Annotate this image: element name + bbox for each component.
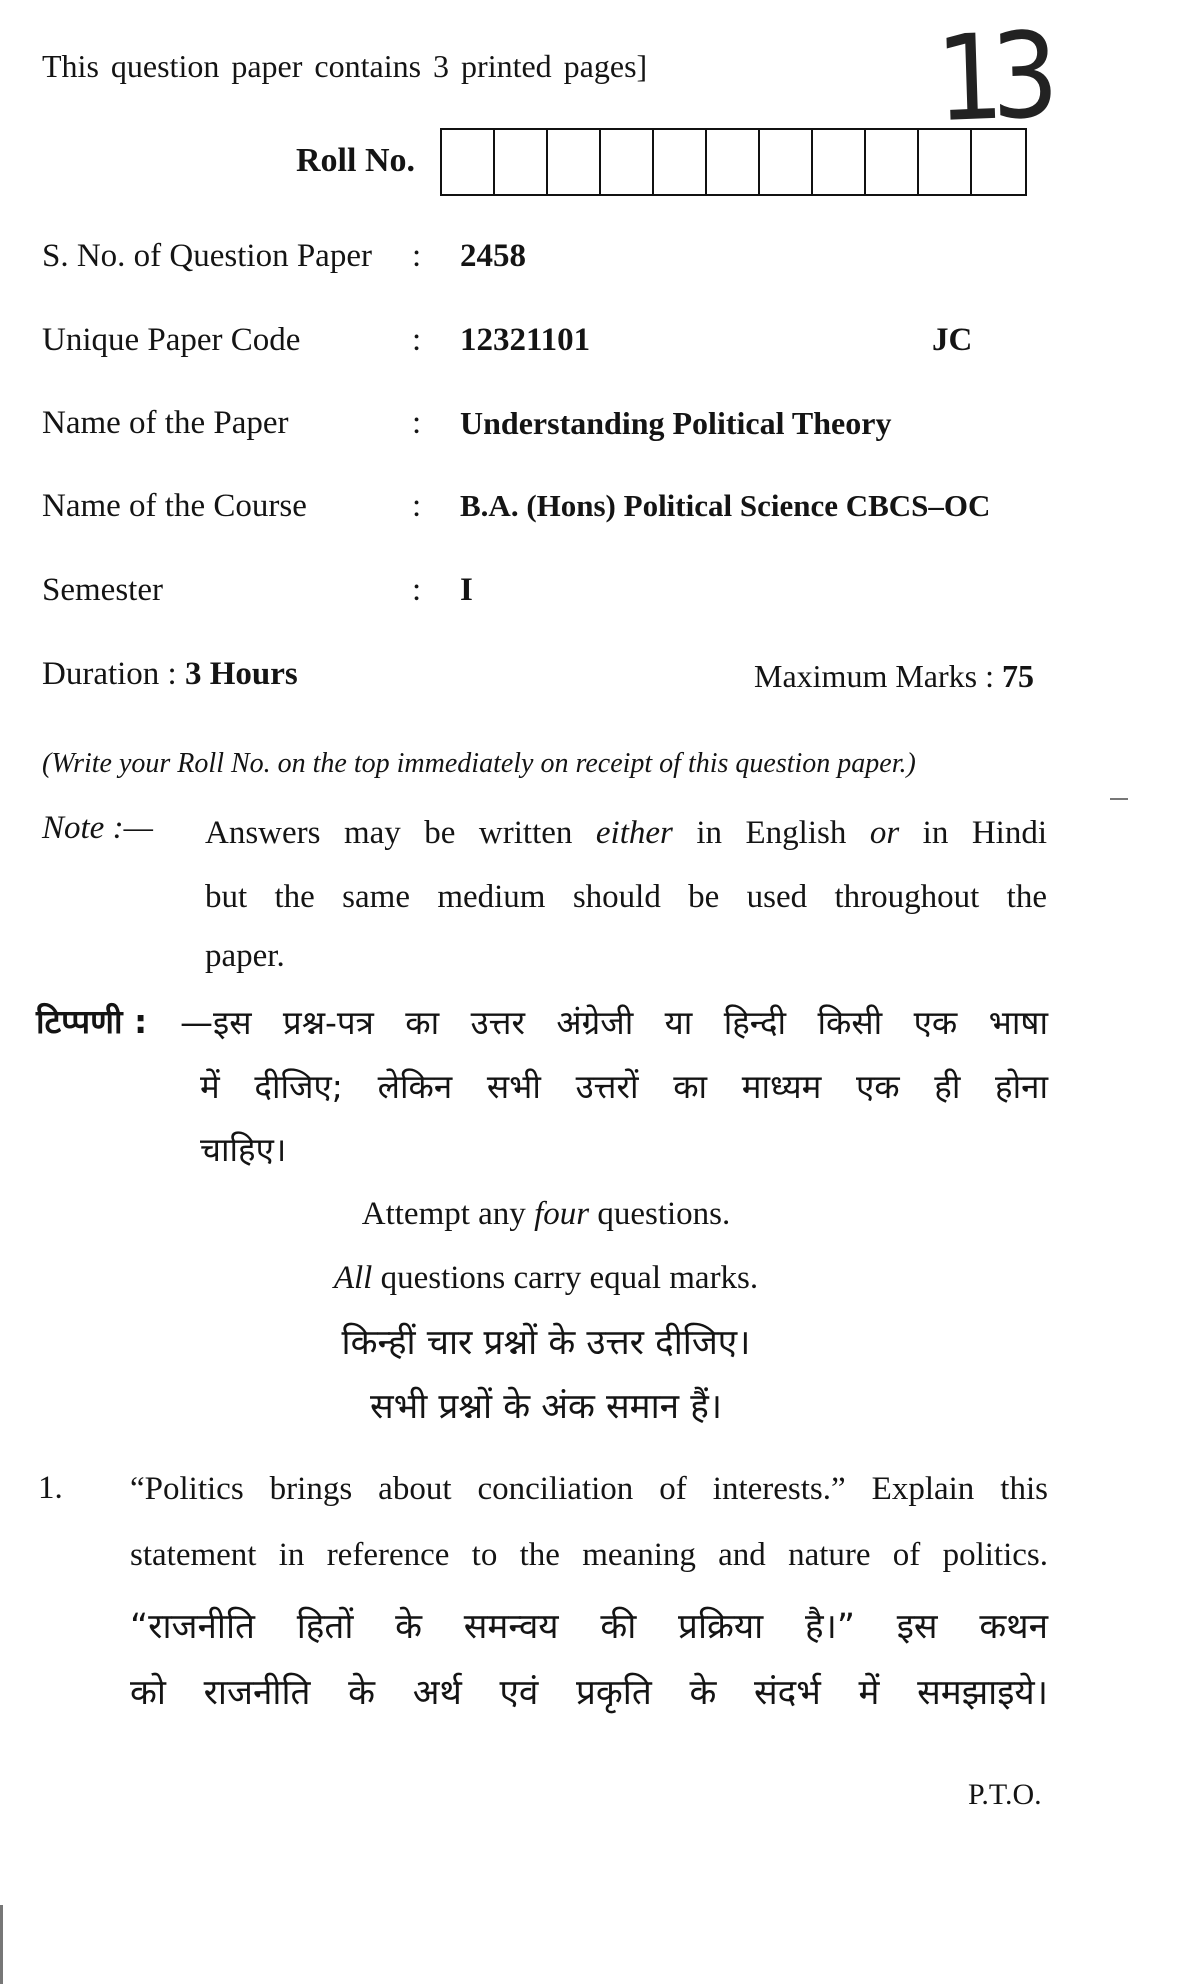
- colon: :: [412, 572, 422, 608]
- duration-value: 3 Hours: [184, 656, 298, 692]
- note-line-1: Answers may be written either in English or in Hindi: [205, 815, 1048, 851]
- hindi-note-label: टिप्पणी :: [36, 1002, 148, 1041]
- serial-number-value: 2458: [460, 238, 526, 274]
- roll-box[interactable]: [707, 130, 760, 194]
- max-marks-value: 75: [1001, 658, 1034, 694]
- roll-box[interactable]: [866, 130, 919, 194]
- page-turn-over: P.T.O.: [968, 1778, 1042, 1811]
- duration: [42, 656, 298, 693]
- question-en-line-1: “Politics brings about conciliation of interests.” Explain this: [130, 1471, 1048, 1507]
- note-line-2: but the same medium should be used throughout the: [205, 879, 1047, 915]
- scan-edge-mark: [0, 1905, 3, 1984]
- scan-edge-mark: [1110, 798, 1128, 800]
- question-hi-line-1: “राजनीति हितों के समन्वय की प्रक्रिया है।” इस कथन: [130, 1607, 1048, 1647]
- paper-code-label: Unique Paper Code: [42, 322, 301, 358]
- roll-number-boxes[interactable]: [440, 128, 1027, 196]
- roll-box[interactable]: [813, 130, 866, 194]
- hindi-note-line-2: में दीजिए; लेकिन सभी उत्तरों का माध्यम एक ही होना: [200, 1067, 1048, 1106]
- note-label: Note :—: [42, 810, 153, 846]
- maximum-marks: [754, 658, 1034, 695]
- semester-value: I: [460, 572, 473, 608]
- roll-box[interactable]: [601, 130, 654, 194]
- semester-label: Semester: [42, 572, 163, 608]
- colon: :: [412, 322, 422, 358]
- roll-box[interactable]: [919, 130, 972, 194]
- equal-marks-en: All questions carry equal marks.: [333, 1260, 759, 1296]
- question-number: 1.: [38, 1470, 63, 1506]
- hindi-note-line-3: चाहिए।: [200, 1130, 287, 1169]
- roll-number-label: Roll No.: [296, 142, 415, 179]
- course-name-value: B.A. (Hons) Political Science CBCS–OC: [460, 488, 991, 523]
- roll-box[interactable]: [442, 130, 495, 194]
- hindi-note-line-1: —इस प्रश्न-पत्र का उत्तर अंग्रेजी या हिन्दी किसी एक भाषा: [180, 1003, 1048, 1042]
- equal-marks-hi: सभी प्रश्नों के अंक समान हैं।: [369, 1387, 723, 1427]
- attempt-instruction-hi: किन्हीं चार प्रश्नों के उत्तर दीजिए।: [341, 1323, 751, 1363]
- roll-instruction: (Write your Roll No. on the top immediately on receipt of this question paper.): [42, 748, 916, 779]
- paper-code-suffix: JC: [932, 322, 973, 358]
- pages-note: This question paper contains 3 printed pages]: [42, 48, 648, 84]
- paper-code-value: 12321101: [460, 322, 591, 358]
- note-line-3: paper.: [205, 938, 285, 974]
- question-hi-line-2: को राजनीति के अर्थ एवं प्रकृति के संदर्भ में समझाइये।: [130, 1673, 1048, 1713]
- roll-box[interactable]: [654, 130, 707, 194]
- roll-box[interactable]: [972, 130, 1025, 194]
- max-marks-label: Maximum Marks :: [754, 658, 994, 694]
- paper-name-label: Name of the Paper: [42, 405, 289, 441]
- colon: :: [412, 405, 422, 441]
- duration-label: Duration :: [42, 656, 177, 692]
- serial-number-label: S. No. of Question Paper: [42, 238, 372, 274]
- colon: :: [412, 488, 422, 524]
- course-name-label: Name of the Course: [42, 488, 307, 524]
- roll-box[interactable]: [495, 130, 548, 194]
- handwritten-page-number: 13: [933, 5, 1049, 149]
- roll-box[interactable]: [548, 130, 601, 194]
- roll-box[interactable]: [760, 130, 813, 194]
- attempt-instruction-en: Attempt any four questions.: [361, 1196, 731, 1232]
- paper-name-value: Understanding Political Theory: [460, 405, 892, 441]
- question-en-line-2: statement in reference to the meaning and nature of politics.: [130, 1537, 1048, 1573]
- colon: :: [412, 238, 422, 274]
